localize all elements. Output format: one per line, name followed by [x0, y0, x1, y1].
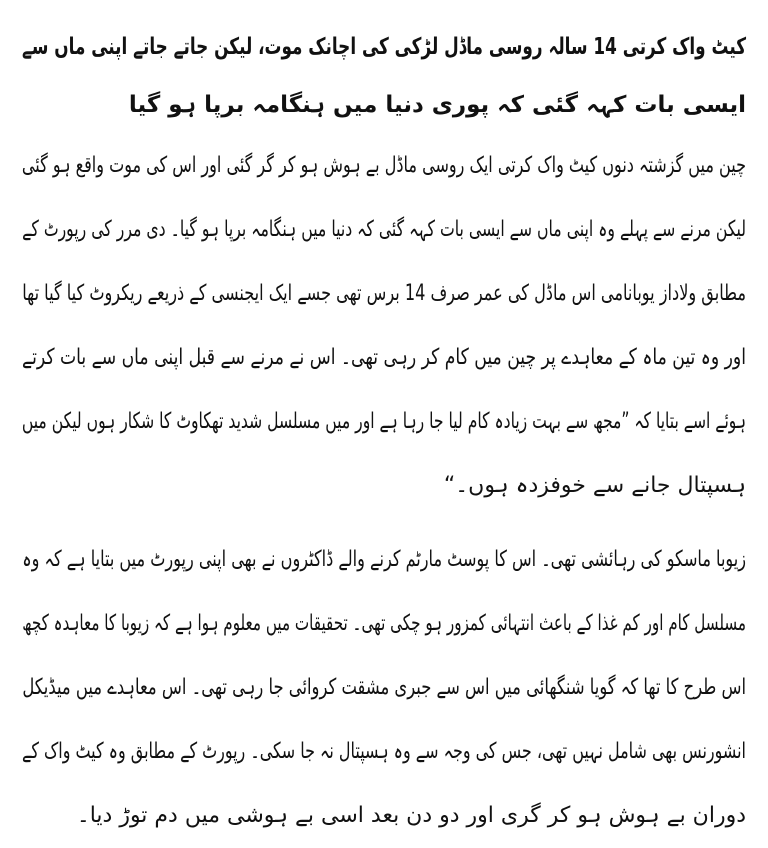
paragraph-line: انشورنس بھی شامل نہیں تھی، جس کی وجہ سے وہ ہسپتال نہ جا سکی۔ رپورٹ کے مطابق وہ کیٹ واک کے: [21, 739, 746, 764]
paragraph-line: چین میں گزشتہ دنوں کیٹ واک کرتی ایک روسی ماڈل بے ہوش ہو کر گر گئی اور اس کی موت واقع ہو گئی: [21, 153, 746, 178]
paragraph-line: ہسپتال جانے سے خوفزدہ ہوں۔“: [443, 473, 746, 498]
article-paragraph: [22, 134, 746, 518]
article-paragraph: [22, 528, 746, 848]
paragraph-line: مطابق ولاداز یوبانامی اس ماڈل کی عمر صرف 14 برس تھی جسے ایک ایجنسی کے ذریعے ریکروٹ کیا گیا تھا: [22, 281, 746, 306]
headline-line: ایسی بات کہہ گئی کہ پوری دنیا میں ہنگامہ برپا ہو گیا: [128, 92, 746, 118]
article: [22, 18, 746, 848]
paragraph-line: مسلسل کام اور کم غذا کے باعث انتہائی کمزور ہو چکی تھی۔ تحقیقات میں معلوم ہوا ہے کہ زیوبا کا معاہدہ کچھ: [22, 611, 746, 636]
paragraph-line: زیوبا ماسکو کی رہائشی تھی۔ اس کا پوسٹ مارٹم کرنے والے ڈاکٹروں نے بھی اپنی رپورٹ میں بتایا ہے کہ وہ: [22, 547, 747, 572]
paragraph-line: لیکن مرنے سے پہلے وہ اپنی ماں سے ایسی بات کہہ گئی کہ دنیا میں ہنگامہ برپا ہو گیا۔ دی مرر کی رپورٹ کے: [22, 217, 746, 242]
paragraph-line: ہوئے اسے بتایا کہ ”مجھ سے بہت زیادہ کام لیا جا رہا ہے اور میں مسلسل شدید تھکاوٹ کا شکار ہوں لیکن میں: [21, 409, 746, 434]
headline-line: کیٹ واک کرتی 14 سالہ روسی ماڈل لڑکی کی اچانک موت، لیکن جاتے جاتے اپنی ماں سے: [22, 34, 746, 60]
paragraph-line: دوران بے ہوش ہو کر گری اور دو دن بعد اسی بے ہوشی میں دم توڑ دیا۔: [76, 803, 746, 828]
headline: [22, 18, 746, 134]
paragraph-line: اور وہ تین ماہ کے معاہدے پر چین میں کام کر رہی تھی۔ اس نے مرنے سے قبل اپنی ماں سے بات کرتے: [22, 345, 746, 370]
paragraph-line: اس طرح کا تھا کہ گویا شنگھائی میں اس سے جبری مشقت کروائی جا رہی تھی۔ اس معاہدے میں میڈیکل: [22, 675, 746, 700]
